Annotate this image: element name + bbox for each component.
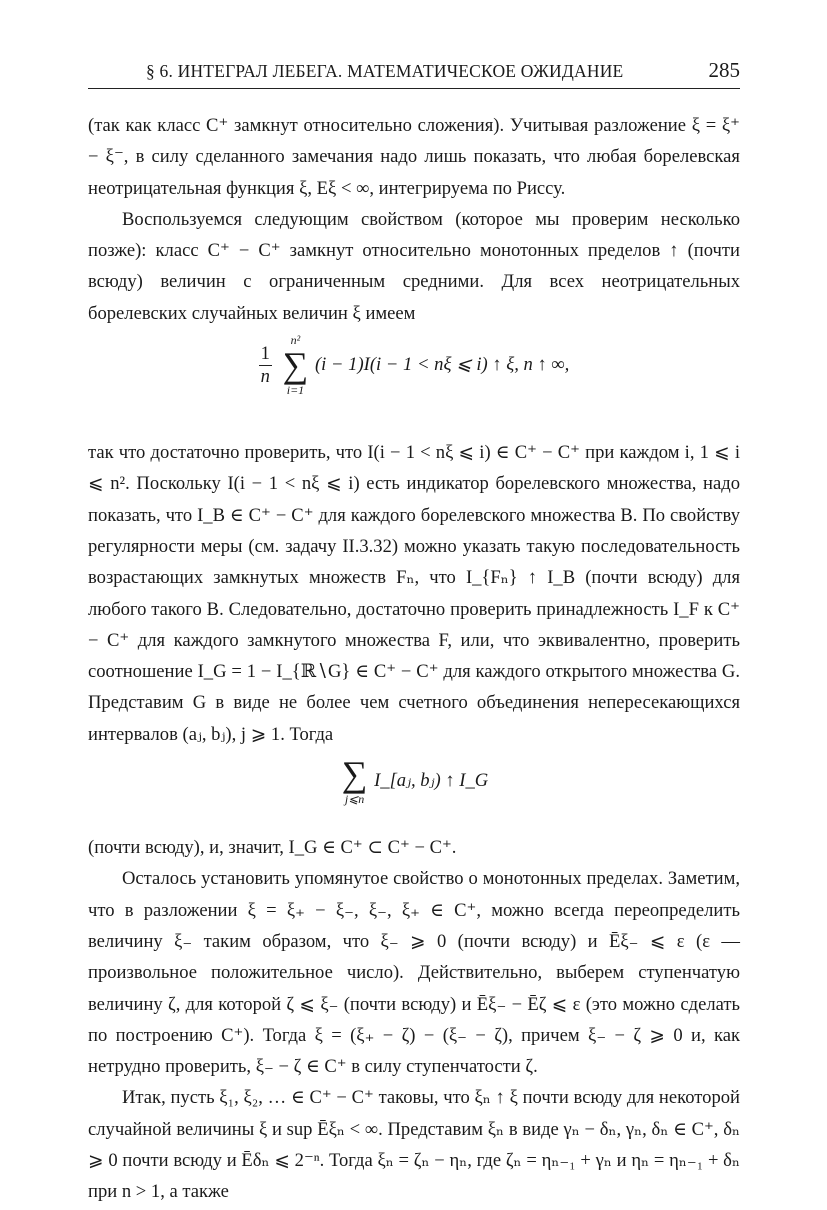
paragraph-4: (почти всюду), и, значит, I_G ∈ C⁺ ⊂ C⁺ − C⁺. [88,837,457,859]
text-body [88,110,740,1208]
fraction-numerator: 1 [260,342,270,364]
sigma-symbol: ∑ [282,345,309,386]
sigma-symbol: ∑ [341,754,368,795]
summation [342,756,368,806]
display-formula-2 [88,750,740,832]
display-formula-1 [88,329,740,437]
running-header [88,58,740,89]
sum-lower-limit: i=1 [286,383,305,398]
summation [283,333,309,397]
paragraph-1: (так как класс C⁺ замкнут относительно сложения). Учитывая разложение ξ = ξ⁺ − ξ⁻, в силу сделанного замечания надо лишь показать, что любая борелевская неотрицательная функция ξ, Eξ < ∞, интегрируема по Риссу. [88,115,740,199]
fraction [259,343,272,388]
paragraph-3: так что достаточно проверить, что I(i − 1 < nξ ⩽ i) ∈ C⁺ − C⁺ при каждом i, 1 ⩽ i ⩽ n². Поскольку I(i − 1 < nξ ⩽ i) есть индикатор борелевского множества, надо показать, что I_B ∈ C⁺ − C⁺ для каждого борелевского множества B. По свойству регулярности меры (см. задачу II.3.32) можно указать такую последовательность возрастающих замкнутых множеств Fₙ, что I_{Fₙ} ↑ I_B (почти всюду) для любого такого B. Следовательно, достаточно проверить принадлежность I_F к C⁺ − C⁺ для каждого замкнутого множества F, или, что эквивалентно, проверить соотношение I_G = 1 − I_{ℝ∖G} ∈ C⁺ − C⁺ для каждого открытого множества G. Представим G в виде не более чем счетного объединения непересекающихся интервалов (aⱼ, bⱼ), j ⩾ 1. Тогда [88,442,740,745]
sum-lower-limit: j⩽n [344,792,365,807]
fraction-denominator: n [260,365,270,387]
running-title: § 6. ИНТЕГРАЛ ЛЕБЕГА. МАТЕМАТИЧЕСКОЕ ОЖИДАНИЕ [146,61,624,81]
page-number: 285 [708,58,740,82]
paragraph-6: Итак, пусть ξ₁, ξ₂, … ∈ C⁺ − C⁺ таковы, что ξₙ ↑ ξ почти всюду для некоторой случайной величины ξ и sup Ēξₙ < ∞. Представим ξₙ в виде γₙ − δₙ, γₙ, δₙ ∈ C⁺, δₙ ⩾ 0 почти всюду и Ēδₙ ⩽ 2⁻ⁿ. Тогда ξₙ = ζₙ − ηₙ, где ζₙ = ηₙ₋₁ + γₙ и ηₙ = ηₙ₋₁ + δₙ при n > 1, а также [88,1087,740,1203]
sum-upper-limit: n² [290,333,301,348]
formula-expression: (i − 1)I(i − 1 < nξ ⩽ i) ↑ ξ, n ↑ ∞, [314,354,570,376]
paragraph-5: Осталось установить упомянутое свойство о монотонных пределах. Заметим, что в разложении ξ = ξ₊ − ξ₋, ξ₋, ξ₊ ∈ C⁺, можно всегда переопределить величину ξ₋ таким образом, что ξ₋ ⩾ 0 (почти всюду) и Ēξ₋ ⩽ ε (ε — произвольное положительное число). Действительно, выберем ступенчатую величину ζ, для которой ζ ⩽ ξ₋ (почти всюду) и Ēξ₋ − Ēζ ⩽ ε (это можно сделать по построению C⁺). Тогда ξ = (ξ₊ − ζ) − (ξ₋ − ζ), причем ξ₋ − ζ ⩾ 0 и, как нетрудно проверить, ξ₋ − ζ ∈ C⁺ в силу ступенчатости ζ. [88,868,740,1078]
formula-expression: I_[aⱼ, bⱼ) ↑ I_G [374,770,489,792]
paragraph-2: Воспользуемся следующим свойством (которое мы проверим несколько позже): класс C⁺ − C⁺ замкнут относительно монотонных пределов ↑ (почти всюду) величин с ограниченным средними. Для всех неотрицательных борелевских случайных величин ξ имеем [88,208,740,324]
